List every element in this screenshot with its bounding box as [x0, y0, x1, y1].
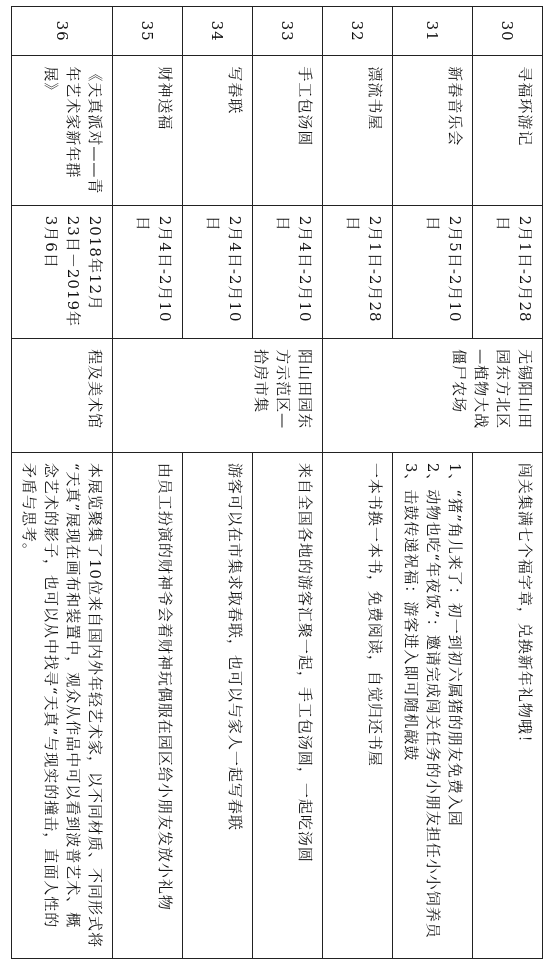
table-row — [473, 7, 543, 959]
description-line: 矛盾与思考。 — [20, 462, 38, 559]
row-number: 30 — [473, 7, 543, 56]
row-number: 32 — [323, 7, 393, 56]
event-place: 无锡阳山田园东方北区—植物大战僵尸农场 — [323, 339, 543, 453]
event-date: 2月4日-2月10日 — [253, 205, 323, 338]
table-row — [323, 7, 393, 959]
event-description — [113, 452, 183, 958]
event-date: 2月1日-2月28日 — [473, 205, 543, 338]
description-line: 念艺术的影子，也可以从中找寻“天真”与现实的撞击，直面人性的 — [42, 462, 60, 929]
event-date: 2月4日-2月10日 — [113, 205, 183, 338]
description-line: “天真”展现在画布和装置中，观众从作品中可以看到波普艺术、概 — [64, 462, 82, 929]
event-name: 写春联 — [183, 56, 253, 205]
event-date: 2月4日-2月10日 — [183, 205, 253, 338]
event-date: 2月5日-2月10日 — [393, 205, 473, 338]
description-line: 游客可以在市集求取春联，也可以与家人一起写春联 — [226, 462, 244, 831]
description-line: 本展览聚集了10位来自国内外年轻艺术家，以不同材质、不同形式将 — [86, 462, 104, 948]
event-name: 《天真派对——青年艺术家新年群展》 — [12, 56, 113, 205]
event-description — [12, 452, 113, 958]
event-place: 程及美术馆 — [12, 339, 113, 453]
table-row — [253, 7, 323, 959]
description-line: 3、击鼓传递祝福：游客进入即可随机敲鼓 — [402, 462, 420, 762]
event-date: 2月1日-2月28日 — [323, 205, 393, 338]
description-line: 1、“猪”角儿来了：初一到初六属猪的朋友免费入园 — [446, 462, 464, 827]
row-number: 34 — [183, 7, 253, 56]
event-name: 财神送福 — [113, 56, 183, 205]
event-place: 阳山田园东方示范区—拾房市集 — [113, 339, 323, 453]
description-line: 2、动物也吃“年夜饭”：邀请完成闯关任务的小朋友担任小小饲养员 — [424, 462, 442, 939]
row-number: 35 — [113, 7, 183, 56]
description-line: 一本书换一本书，免费阅读，自觉归还书屋 — [366, 462, 384, 767]
table-row — [393, 7, 473, 959]
event-name: 漂流书屋 — [323, 56, 393, 205]
row-number: 31 — [393, 7, 473, 56]
event-description — [473, 452, 543, 958]
event-name: 手工包汤圆 — [253, 56, 323, 205]
event-name: 新春音乐会 — [393, 56, 473, 205]
event-description — [183, 452, 253, 958]
table-row — [113, 7, 183, 959]
row-number: 33 — [253, 7, 323, 56]
event-description — [253, 452, 323, 958]
event-description — [393, 452, 473, 958]
table-row — [183, 7, 253, 959]
events-table — [11, 6, 543, 959]
event-name: 寻福环游记 — [473, 56, 543, 205]
table-row — [12, 7, 113, 959]
description-line: 由员工扮演的财神爷会着财神玩偶服在园区给小朋友发放小礼物 — [156, 462, 174, 911]
event-description — [323, 452, 393, 958]
description-line: 来自全国各地的游客汇聚一起，手工包汤圆，一起吃汤圆 — [296, 462, 314, 863]
event-date: 2018年12月23日－2019年3月6日 — [12, 205, 113, 338]
row-number: 36 — [12, 7, 113, 56]
description-line: 闯关集满七个福字章，兑换新年礼物哦！ — [516, 462, 534, 751]
